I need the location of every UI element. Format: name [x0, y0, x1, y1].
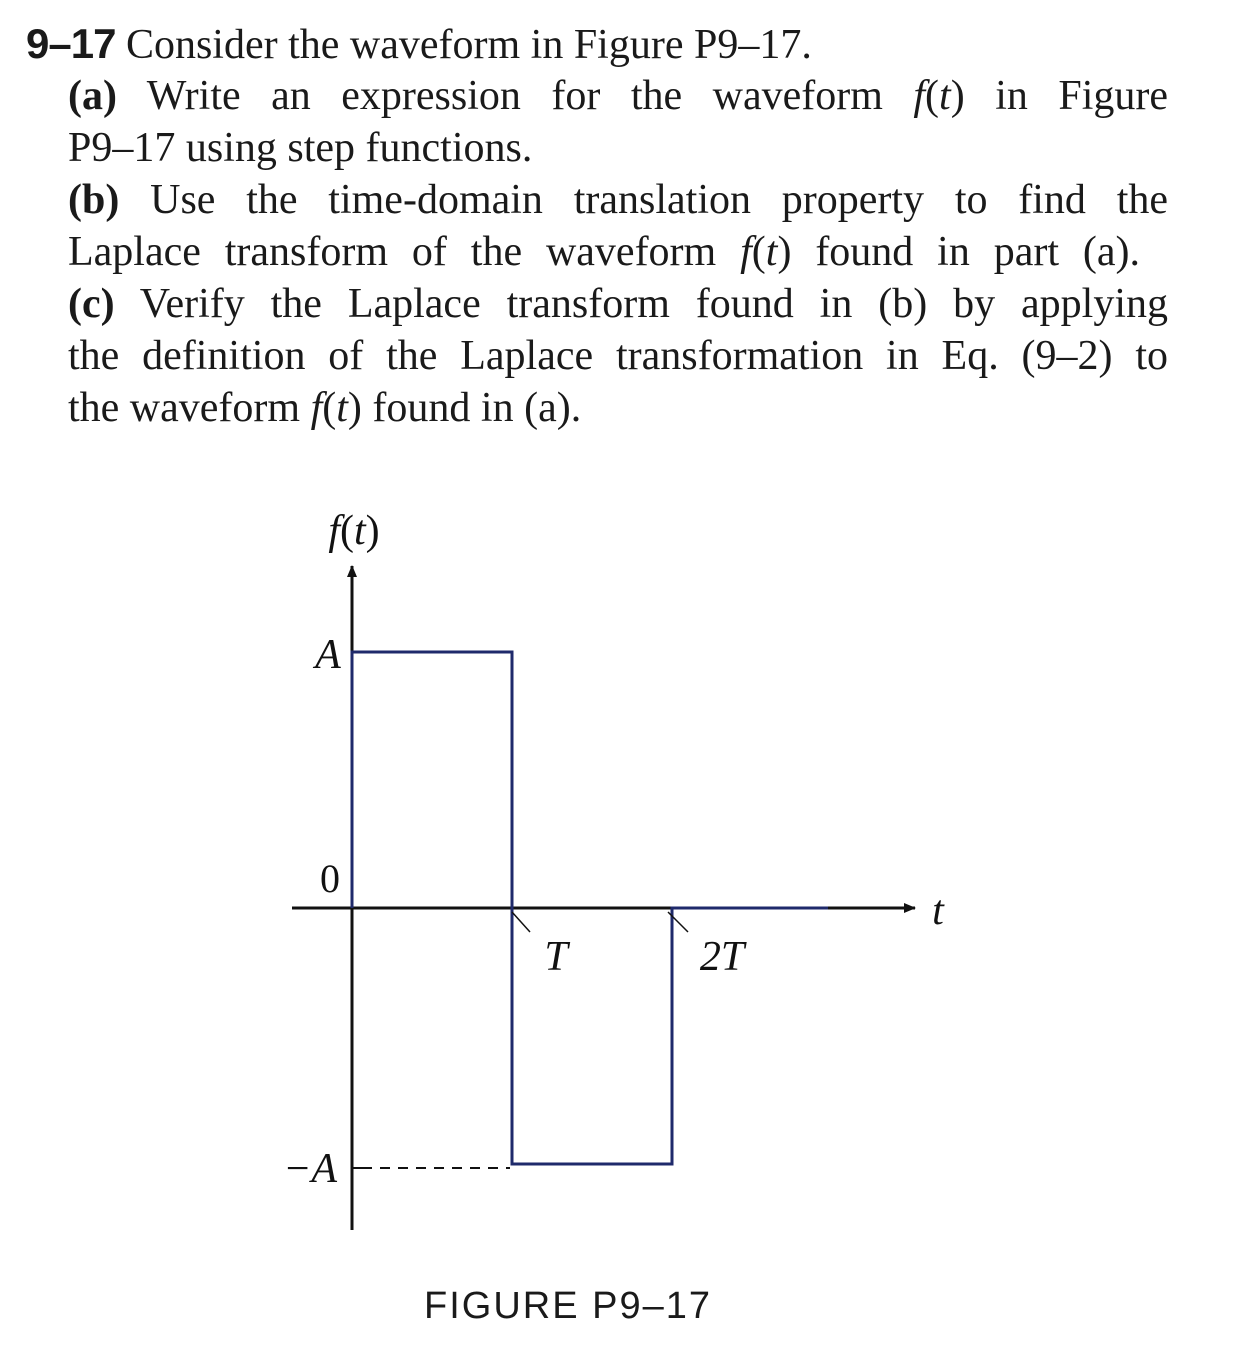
part-a-text-2: in Figure: [995, 73, 1168, 119]
part-c-line-3: [68, 382, 581, 434]
part-a-label: (a): [68, 73, 117, 119]
part-a-line-2: P9–17 using step functions.: [68, 125, 533, 171]
part-a-text-1: Write an expression for the waveform: [146, 73, 883, 119]
y-tick-label-zero: 0: [320, 856, 340, 901]
part-b-line-1: [68, 174, 1168, 226]
y-tick-label-a: A: [315, 632, 341, 678]
waveform-figure: [0, 460, 1238, 1365]
part-c-ft: f(t): [310, 385, 362, 431]
y-axis-label: [328, 508, 379, 554]
problem-intro: Consider the waveform in Figure P9–17.: [125, 22, 812, 68]
svg-text:f(t): f(t): [328, 508, 380, 554]
problem-number: 9–17: [26, 20, 116, 67]
part-b-label: (b): [68, 177, 120, 223]
part-c-label: (c): [68, 281, 115, 327]
problem-heading: [26, 18, 812, 71]
figure-caption: FIGURE P9–17: [424, 1285, 712, 1327]
tick-leader-t: [512, 912, 530, 932]
part-b-text-3: found in part (a).: [815, 229, 1140, 275]
part-c-text-3: the waveform: [68, 385, 301, 431]
part-b-text-2: Laplace transform of the waveform: [68, 229, 717, 275]
x-axis-label: t: [932, 888, 944, 934]
part-c-line-2: the definition of the Laplace transformation in Eq. (9–2) to: [68, 333, 1168, 379]
part-a-ft: f(t): [913, 73, 965, 119]
part-b-text-1: Use the time-domain translation property to find the: [150, 177, 1169, 223]
y-tick-label-neg-a: −A: [283, 1146, 337, 1192]
part-c-line-1: [68, 278, 1168, 330]
part-c-text-4: found in (a).: [372, 385, 582, 431]
part-a-line-1: [68, 70, 1168, 122]
part-b-line-2: [68, 226, 1140, 278]
x-tick-label-t: T: [544, 934, 568, 980]
x-tick-label-2t: 2T: [699, 934, 745, 980]
part-c-text-1: Verify the Laplace transform found in (b) by applying: [139, 281, 1168, 327]
part-b-ft: f(t): [740, 229, 792, 275]
